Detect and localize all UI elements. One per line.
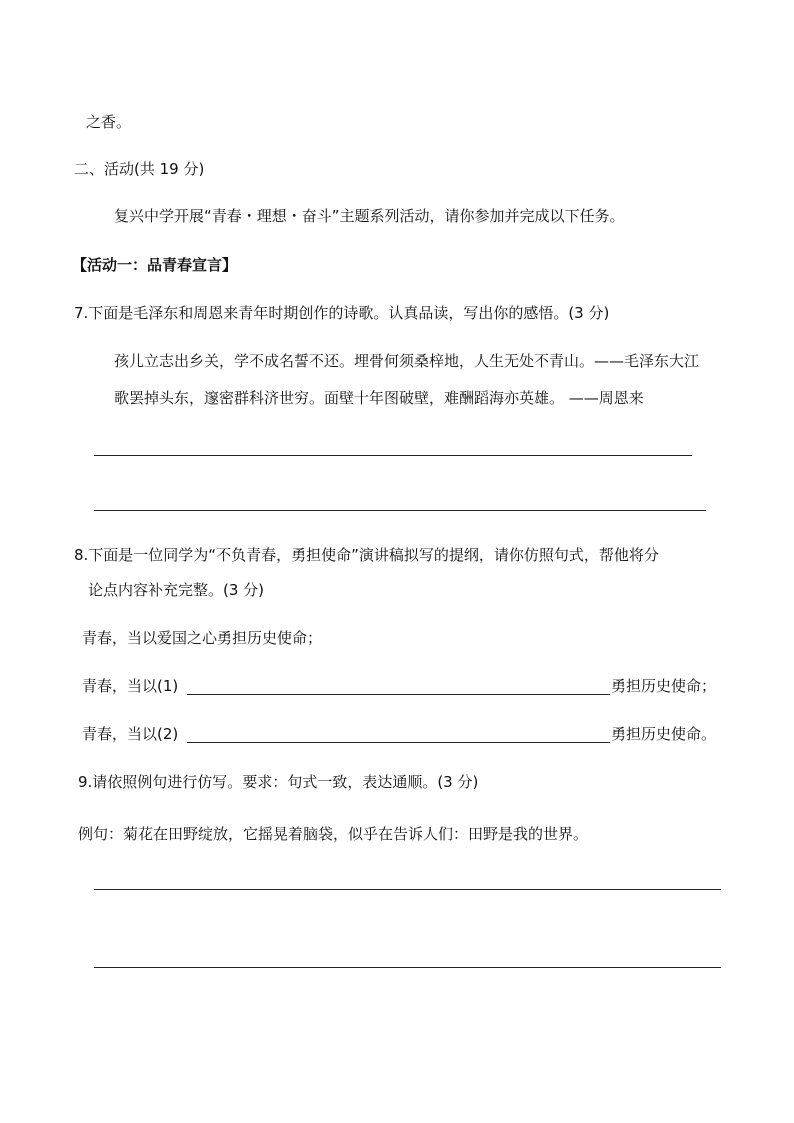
- q8-prompt-line-2: 论点内容补充完整。(3 分): [88, 581, 265, 599]
- q9-prompt: 9.请依照例句进行仿写。要求：句式一致，表达通顺。(3 分): [78, 773, 479, 791]
- q7-prompt: 7.下面是毛泽东和周恩来青年时期创作的诗歌。认真品读，写出你的感悟。(3 分): [74, 304, 610, 322]
- q9-answer-line-1[interactable]: [94, 889, 721, 890]
- q8-line2-suffix: 勇担历史使命。: [611, 725, 717, 743]
- q7-poem-line-1: 孩儿立志出乡关，学不成名誓不还。埋骨何须桑梓地，人生无处不青山。——毛泽东大江: [114, 352, 700, 370]
- q9-answer-line-2[interactable]: [94, 967, 721, 968]
- q8-given-line: 青春，当以爱国之心勇担历史使命；: [82, 629, 323, 647]
- q8-line2-prefix: 青春，当以(2): [82, 725, 179, 743]
- continuation-text: 之香。: [86, 113, 132, 131]
- q9-example: 例句：菊花在田野绽放，它摇晃着脑袋，似乎在告诉人们：田野是我的世界。: [78, 825, 589, 843]
- q7-poem-line-2: 歌罢掉头东，邃密群科济世穷。面壁十年图破壁，难酬蹈海亦英雄。 ——周恩来: [114, 389, 644, 407]
- q7-answer-line-1[interactable]: [94, 455, 692, 456]
- section-title: 二、活动(共 19 分): [74, 160, 205, 178]
- q8-line1-suffix: 勇担历史使命；: [611, 677, 717, 695]
- q8-blank-1[interactable]: [187, 694, 610, 695]
- q7-answer-line-2[interactable]: [94, 510, 706, 511]
- section-intro: 复兴中学开展“青春・理想・奋斗”主题系列活动，请你参加并完成以下任务。: [114, 207, 625, 225]
- q8-blank-2[interactable]: [187, 742, 610, 743]
- q8-line1-prefix: 青春，当以(1): [82, 677, 179, 695]
- activity1-header: 【活动一：品青春宣言】: [72, 256, 238, 274]
- q8-prompt-line-1: 8.下面是一位同学为“不负青春，勇担使命”演讲稿拟写的提纲，请你仿照句式，帮他将分: [74, 546, 659, 564]
